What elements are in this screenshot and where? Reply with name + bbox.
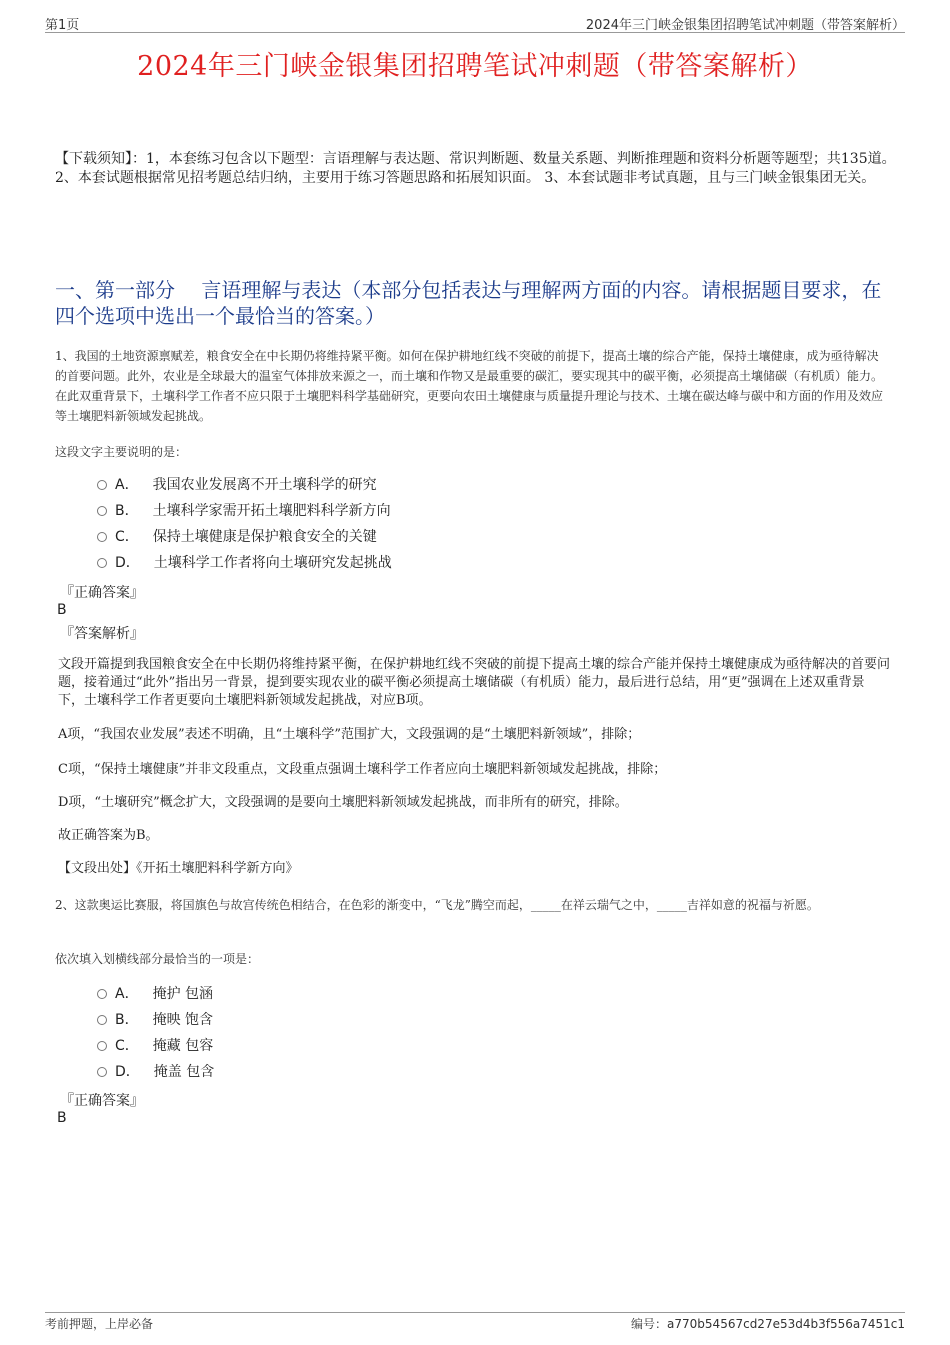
radio-icon[interactable] xyxy=(97,989,107,999)
option-c[interactable]: C． 保持土壤健康是保护粮食安全的关键 xyxy=(97,524,392,550)
section-title: 一、第一部分 言语理解与表达（本部分包括表达与理解两方面的内容。请根据题目要求，在四个选项中选出一个最恰当的答案。） xyxy=(55,278,882,328)
question-1-prompt: 这段文字主要说明的是： xyxy=(55,445,188,459)
radio-icon[interactable] xyxy=(97,1041,107,1051)
analysis-option-a: A项，“我国农业发展”表述不明确，且“土壤科学”范围扩大，文段强调的是“土壤肥料新领域”，排除； xyxy=(58,727,641,742)
footer-code-label: 编号： xyxy=(631,1317,668,1331)
radio-icon[interactable] xyxy=(97,532,107,542)
download-notice: 【下载须知】：1，本套练习包含以下题型：言语理解与表达题、常识判断题、数量关系题、判断推理题和资料分析题等题型；共135道。 2、本套试题根据常见招考题总结归纳，主要用于练习答题思路和拓展知识面。 3、本套试题非考试真题，且与三门峡金银集团无关。 xyxy=(55,151,896,186)
question-2-text: 2、这款奥运比赛服，将国旗色与故宫传统色相结合，在色彩的渐变中，“飞龙”腾空而起，_____在祥云瑞气之中，_____吉祥如意的祝福与祈愿。 xyxy=(55,898,819,912)
page-number: 第1页 xyxy=(45,18,80,33)
option-c[interactable]: C． 掩藏 包容 xyxy=(97,1033,214,1059)
option-b[interactable]: B． 土壤科学家需开拓土壤肥料科学新方向 xyxy=(97,498,392,524)
radio-icon[interactable] xyxy=(97,1015,107,1025)
header-doc-title: 2024年三门峡金银集团招聘笔试冲刺题（带答案解析） xyxy=(585,18,905,33)
question-2-prompt: 依次填入划横线部分最恰当的一项是： xyxy=(55,952,260,966)
correct-answer-label: 『正确答案』 xyxy=(60,585,144,601)
radio-icon[interactable] xyxy=(97,506,107,516)
radio-icon[interactable] xyxy=(97,480,107,490)
page-footer xyxy=(45,1312,905,1335)
analysis-source: 【文段出处】《开拓土壤肥料科学新方向》 xyxy=(58,861,299,876)
radio-icon[interactable] xyxy=(97,558,107,568)
analysis-conclusion: 故正确答案为B。 xyxy=(58,828,159,843)
option-b[interactable]: B． 掩映 饱含 xyxy=(97,1007,214,1033)
question-2-options xyxy=(97,981,214,1085)
page-header xyxy=(45,14,905,33)
option-d[interactable]: D． 掩盖 包含 xyxy=(97,1059,214,1085)
analysis-option-d: D项，“土壤研究”概念扩大，文段强调的是要向土壤肥料新领域发起挑战，而非所有的研究，排除。 xyxy=(58,795,628,810)
option-d[interactable]: D． 土壤科学工作者将向土壤研究发起挑战 xyxy=(97,550,392,576)
footer-code xyxy=(631,1315,905,1332)
question-1-options xyxy=(97,472,392,576)
analysis-label: 『答案解析』 xyxy=(60,626,144,642)
analysis-option-c: C项，“保持土壤健康”并非文段重点，文段重点强调土壤科学工作者应向土壤肥料新领域发起挑战，排除； xyxy=(58,762,667,777)
radio-icon[interactable] xyxy=(97,1067,107,1077)
correct-answer: B xyxy=(57,602,67,618)
option-a[interactable]: A． 掩护 包涵 xyxy=(97,981,214,1007)
option-a[interactable]: A． 我国农业发展离不开土壤科学的研究 xyxy=(97,472,392,498)
question-1-text: 1、我国的土地资源禀赋差，粮食安全在中长期仍将维持紧平衡。如何在保护耕地红线不突破的前提下，提高土壤的综合产能，保持土壤健康，成为亟待解决的首要问题。此外，农业是全球最大的温室气体排放来源之一，而土壤和作物又是最重要的碳汇，要实现其中的碳平衡，必须提高土壤储碳（有机质）能力。在此双重背景下，土壤科学工作者不应只限于土壤肥料科学基础研究，更要向农田土壤健康与质量提升理论与技术、土壤在碳达峰与碳中和方面的作用及效应等土壤肥料新领域发起挑战。 xyxy=(55,349,884,423)
correct-answer: B xyxy=(57,1110,67,1126)
footer-code-value: a770b54567cd27e53d4b3f556a7451c1 xyxy=(667,1317,905,1331)
correct-answer-label: 『正确答案』 xyxy=(60,1093,144,1109)
footer-slogan: 考前押题，上岸必备 xyxy=(45,1317,154,1331)
analysis-summary: 文段开篇提到我国粮食安全在中长期仍将维持紧平衡，在保护耕地红线不突破的前提下提高土壤的综合产能并保持土壤健康成为亟待解决的首要问题，接着通过“此外”指出另一背景，提到要实现农业的碳平衡必须提高土壤储碳（有机质）能力，最后进行总结，用“更”强调在上述双重背景下，土壤科学工作者更要向土壤肥料新领域发起挑战，对应B项。 xyxy=(58,657,891,708)
page-title: 2024年三门峡金银集团招聘笔试冲刺题（带答案解析） xyxy=(137,51,813,82)
